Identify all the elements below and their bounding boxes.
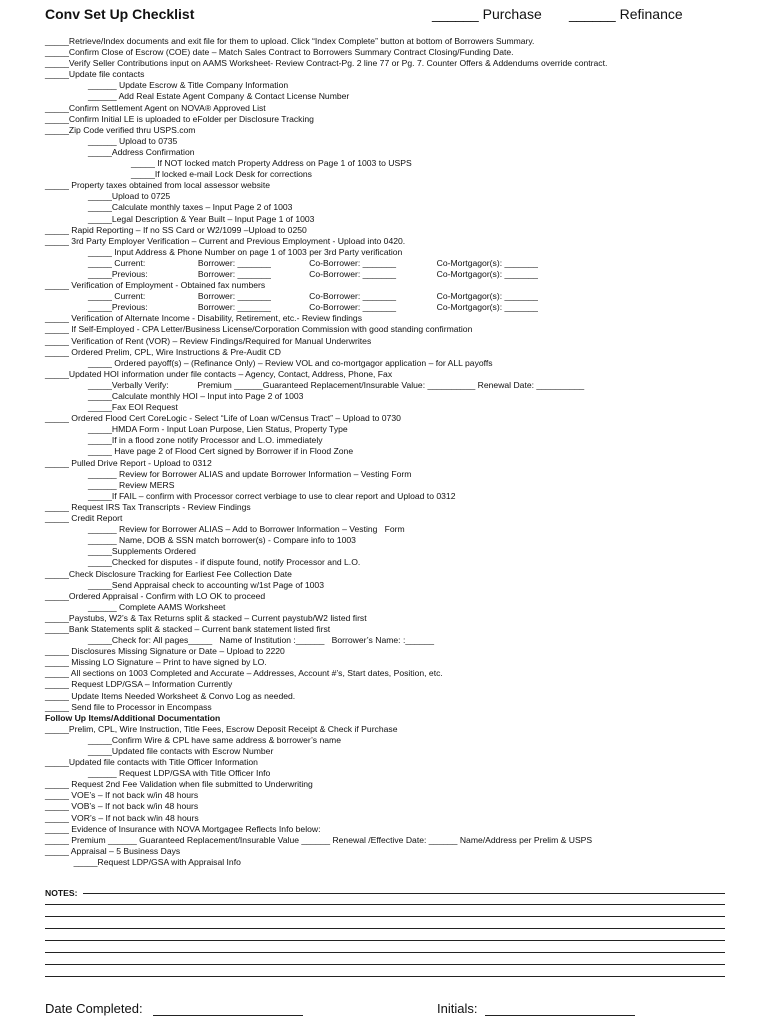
checklist-item[interactable]: _____Upload to 0725	[45, 191, 171, 202]
header	[45, 6, 735, 28]
checklist-item[interactable]: _____ Pulled Drive Report - Upload to 0312	[45, 457, 212, 468]
notes-line[interactable]	[45, 976, 725, 977]
checklist-item[interactable]: _____ Request 2nd Fee Validation when file submitted to Underwriting	[45, 779, 313, 790]
notes-section	[45, 883, 725, 901]
checklist-item[interactable]: _____ Input Address & Phone Number on page 1 of 1003 per 3rd Party verification	[45, 246, 403, 257]
checklist-item[interactable]: _____Confirm Wire & CPL have same address & borrower’s name	[45, 734, 341, 745]
date-completed-field[interactable]	[153, 1015, 303, 1016]
checklist-item[interactable]: _____ Send file to Processor in Encompass	[45, 701, 212, 712]
checklist-item[interactable]: _____Prelim, CPL, Wire Instruction, Title Fees, Escrow Deposit Receipt & Check if Purchase	[45, 723, 398, 734]
checklist-item[interactable]: _____ Disclosures Missing Signature or Date – Upload to 2220	[45, 646, 285, 657]
checklist-item[interactable]: ______ Add Real Estate Agent Company & Contact License Number	[45, 91, 350, 102]
refinance-option[interactable]: ______ Refinance	[569, 6, 683, 22]
checklist-item[interactable]: _____Verbally Verify: Premium ______Guaranteed Replacement/Insurable Value: __________ Renewal Date: __________	[45, 379, 585, 390]
checklist-item[interactable]: _____ Request IRS Tax Transcripts - Review Findings	[45, 501, 251, 512]
checklist-item[interactable]: _____Confirm Close of Escrow (COE) date – Match Sales Contract to Borrowers Summary Contract Closing/Funding Date.	[45, 47, 514, 58]
checklist-item[interactable]: _____ Verification of Rent (VOR) – Review Findings/Required for Manual Underwrites	[45, 335, 372, 346]
page-title: Conv Set Up Checklist	[45, 6, 195, 22]
checklist-item[interactable]: ______ Upload to 0735	[45, 135, 178, 146]
notes-line[interactable]	[45, 964, 725, 965]
checklist-item[interactable]: _____ 3rd Party Employer Verification – Current and Previous Employment - Upload into 0420.	[45, 235, 406, 246]
checklist-item[interactable]: ______ Name, DOB & SSN match borrower(s) - Compare info to 1003	[45, 535, 356, 546]
checklist-item[interactable]: _____ Current: Borrower: _______ Co-Borrower: _______ Co-Mortgagor(s): _______	[45, 291, 538, 302]
checklist-item[interactable]: _____Previous: Borrower: _______ Co-Borrower: _______ Co-Mortgagor(s): _______	[45, 268, 538, 279]
checklist-item[interactable]: ______ Request LDP/GSA with Title Officer Info	[45, 768, 271, 779]
checklist-item[interactable]: _____Supplements Ordered	[45, 546, 196, 557]
checklist-item[interactable]: _____Update file contacts	[45, 69, 145, 80]
notes-line[interactable]	[45, 940, 725, 941]
checklist-item[interactable]: _____Calculate monthly HOI – Input into Page 2 of 1003	[45, 391, 304, 401]
notes-line[interactable]	[45, 928, 725, 929]
checklist-item[interactable]: _____Request LDP/GSA with Appraisal Info	[45, 856, 241, 867]
checklist-item[interactable]: _____Updated HOI information under file contacts – Agency, Contact, Address, Phone, Fax	[45, 368, 393, 379]
checklist-item[interactable]: _____Confirm Initial LE is uploaded to eFolder per Disclosure Tracking	[45, 113, 314, 124]
initials-label: Initials:	[437, 1001, 478, 1016]
checklist-item[interactable]: _____ Have page 2 of Flood Cert signed by Borrower if in Flood Zone	[45, 446, 354, 457]
checklist-item[interactable]: _____ Evidence of Insurance with NOVA Mortgagee Reflects Info below:	[45, 823, 321, 834]
checklist-item[interactable]: _____ Rapid Reporting – If no SS Card or W2/1099 –Upload to 0250	[45, 224, 307, 235]
notes-label: NOTES:	[45, 888, 78, 898]
checklist-item[interactable]: _____Ordered Appraisal - Confirm with LO OK to proceed	[45, 590, 266, 601]
checklist-item[interactable]: ______ Review for Borrower ALIAS – Add to Borrower Information – Vesting Form	[45, 524, 405, 535]
checklist-item[interactable]: _____ Missing LO Signature – Print to have signed by LO.	[45, 657, 267, 668]
checklist-item[interactable]: _____ Ordered payoff(s) – (Refinance Only) – Review VOL and co-mortgagor application – for ALL payoffs	[45, 357, 493, 368]
checklist-item[interactable]: _____ Premium ______ Guaranteed Replacement/Insurable Value ______ Renewal /Effective Date: ______ Name/Address per Prelim & USPS	[45, 834, 593, 845]
checklist-item[interactable]: _____ Credit Report	[45, 513, 123, 524]
checklist-item[interactable]: _____ VOE’s – If not back w/in 48 hours	[45, 790, 199, 801]
checklist-item[interactable]: _____ If NOT locked match Property Address on Page 1 of 1003 to USPS	[45, 158, 412, 169]
checklist-item[interactable]: _____Legal Description & Year Built – Input Page 1 of 1003	[45, 213, 315, 224]
checklist-item[interactable]: _____Updated file contacts with Escrow Number	[45, 746, 274, 756]
checklist-item[interactable]: _____If in a flood zone notify Processor and L.O. immediately	[45, 435, 323, 446]
checklist-item[interactable]: _____If FAIL – confirm with Processor correct verbiage to use to clear report and Upload to 0312	[45, 490, 456, 501]
initials-field[interactable]	[485, 1015, 635, 1016]
checklist-item[interactable]: _____Zip Code verified thru USPS.com	[45, 124, 196, 135]
checklist-item[interactable]: _____ Verification of Employment - Obtained fax numbers	[45, 280, 266, 291]
notes-line[interactable]	[45, 916, 725, 917]
checklist-item[interactable]: _____ Appraisal – 5 Business Days	[45, 845, 181, 856]
notes-line[interactable]	[83, 893, 725, 894]
checklist-item[interactable]: _____HMDA Form - Input Loan Purpose, Lien Status, Property Type	[45, 424, 348, 435]
checklist-item[interactable]: _____Checked for disputes - if dispute found, notify Processor and L.O.	[45, 557, 361, 568]
checklist-item[interactable]: _____If locked e-mail Lock Desk for corrections	[45, 169, 312, 180]
checklist-item[interactable]: _____Verify Seller Contributions input on AAMS Worksheet- Review Contract-Pg. 2 line 77 or Pg. 7. Counter Offers & Addendums override contract.	[45, 58, 608, 69]
checklist-item[interactable]: ______ Complete AAMS Worksheet	[45, 601, 226, 612]
checklist-item[interactable]: ______ Review for Borrower ALIAS and update Borrower Information – Vesting Form	[45, 468, 412, 479]
section-heading: Follow Up Items/Additional Documentation	[45, 712, 221, 723]
checklist-item[interactable]: _____Address Confirmation	[45, 146, 195, 157]
checklist-item[interactable]: _____Fax EOI Request	[45, 402, 178, 413]
checklist-item[interactable]: ______ Update Escrow & Title Company Information	[45, 80, 289, 91]
checklist-item[interactable]: _____ Current: Borrower: _______ Co-Borrower: _______ Co-Mortgagor(s): _______	[45, 257, 538, 268]
checklist-item[interactable]: _____ If Self-Employed - CPA Letter/Business License/Corporation Commission with good standing confirmation	[45, 324, 473, 335]
notes-line[interactable]	[45, 904, 725, 905]
checklist-item[interactable]: _____ Ordered Flood Cert CoreLogic - Select “Life of Loan w/Census Tract” – Upload to 0730	[45, 413, 401, 424]
checklist	[45, 36, 745, 868]
checklist-item[interactable]: _____ VOB’s – If not back w/in 48 hours	[45, 801, 199, 812]
checklist-item[interactable]: _____Check Disclosure Tracking for Earliest Fee Collection Date	[45, 568, 292, 579]
checklist-item[interactable]: _____Paystubs, W2’s & Tax Returns split & stacked – Current paystub/W2 listed first	[45, 612, 367, 623]
checklist-item[interactable]: ______ Review MERS	[45, 479, 175, 490]
checklist-item[interactable]: _____ All sections on 1003 Completed and Accurate – Addresses, Account #’s, Start dates, Position, etc.	[45, 668, 443, 679]
checklist-item[interactable]: _____Check for: All pages_____ Name of Institution :______ Borrower’s Name: :______	[45, 635, 435, 646]
checklist-item[interactable]: _____Calculate monthly taxes – Input Page 2 of 1003	[45, 202, 293, 213]
checklist-item[interactable]: _____Retrieve/Index documents and exit file for them to upload. Click “Index Complete” button at bottom of Borrowers Summary.	[45, 36, 535, 46]
checklist-item[interactable]: _____ Property taxes obtained from local assessor website	[45, 180, 270, 191]
footer	[45, 1001, 735, 1021]
checklist-item[interactable]: _____ VOR’s – If not back w/in 48 hours	[45, 812, 199, 823]
checklist-item[interactable]: _____ Verification of Alternate Income - Disability, Retirement, etc.- Review findings	[45, 313, 363, 324]
checklist-item[interactable]: _____ Request LDP/GSA – Information Currently	[45, 679, 233, 690]
checklist-item[interactable]: _____Send Appraisal check to accounting w/1st Page of 1003	[45, 579, 324, 590]
notes-line[interactable]	[45, 952, 725, 953]
checklist-item[interactable]: _____ Update Items Needed Worksheet & Convo Log as needed.	[45, 690, 296, 701]
checklist-item[interactable]: _____Confirm Settlement Agent on NOVA® Approved List	[45, 102, 266, 113]
purchase-option[interactable]: ______ Purchase	[432, 6, 542, 22]
checklist-item[interactable]: _____Updated file contacts with Title Officer Information	[45, 757, 258, 768]
checklist-item[interactable]: _____ Ordered Prelim, CPL, Wire Instructions & Pre-Audit CD	[45, 346, 281, 357]
checklist-item[interactable]: _____Previous: Borrower: _______ Co-Borrower: _______ Co-Mortgagor(s): _______	[45, 302, 538, 313]
date-completed-label: Date Completed:	[45, 1001, 143, 1016]
checklist-item[interactable]: _____Bank Statements split & stacked – Current bank statement listed first	[45, 623, 331, 634]
